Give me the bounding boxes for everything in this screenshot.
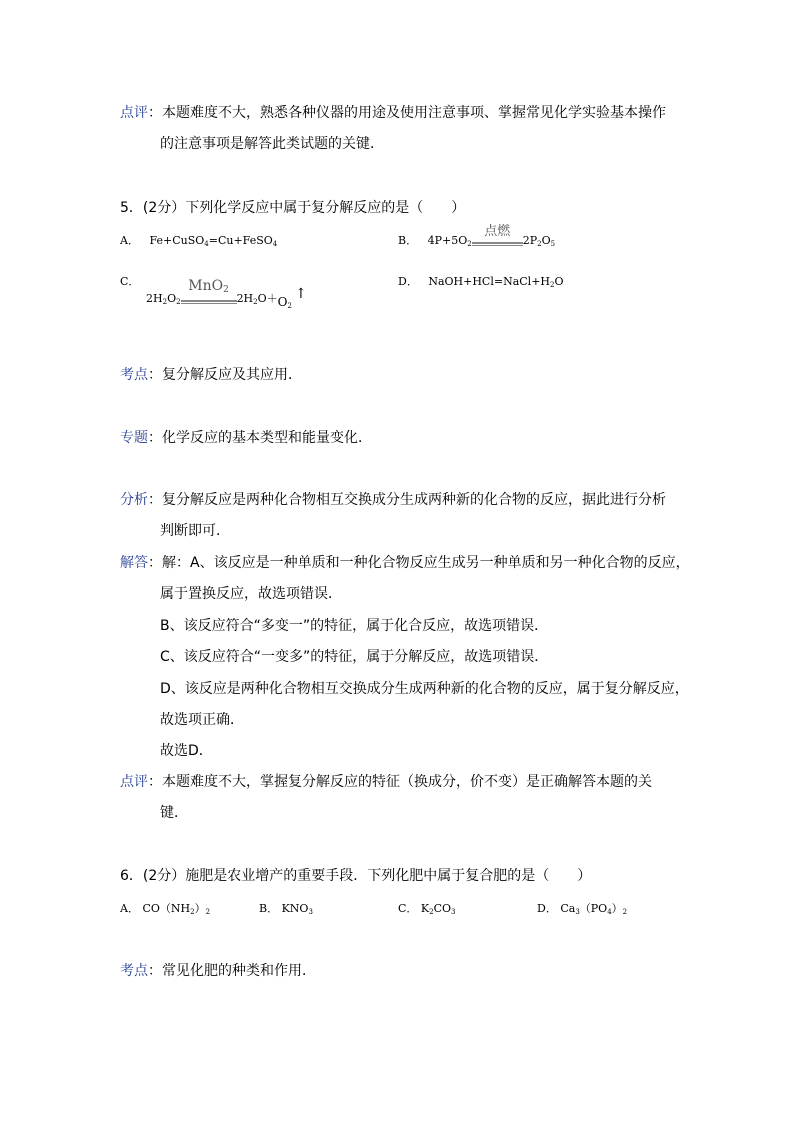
q6-option-c: C． $K_2CO_3$: [398, 902, 456, 916]
review-line-2: 的注意事项是解答此类试题的关键．: [160, 136, 384, 152]
review2-line-2: 键．: [160, 805, 188, 821]
analysis-line-1: 分析：复分解反应是两种化合物相互交换成分生成两种新的化合物的反应，据此进行分析: [120, 492, 666, 508]
answer-line-7: 故选D．: [160, 743, 213, 759]
answer-line-6: 故选项正确．: [160, 712, 244, 728]
gas-arrow-icon: ↑: [294, 286, 307, 302]
q5-option-c: $2H_2O_2$ MnO$_2$ $2H_2O+O_2↑$: [146, 278, 307, 310]
key-point-2: 考点：常见化肥的种类和作用．: [120, 963, 316, 979]
condition-label: 点燃: [484, 224, 511, 239]
question-6-title: 6．(2分）施肥是农业增产的重要手段．下列化肥中属于复合肥的是（ ）: [120, 868, 592, 884]
answer-line-4: C、该反应符合“一变多”的特征，属于分解反应，故选项错误．: [160, 649, 549, 665]
q6-option-a: A． $CO(NH_2)_2$: [120, 902, 211, 916]
q6-option-d: D． $Ca_3(PO_4)_2$: [537, 902, 628, 916]
q5-option-b: B． $4P+5O_2$ 点燃 $2P_2O_5$: [398, 224, 556, 248]
review-line-1: 点评：本题难度不大，熟悉各种仪器的用途及使用注意事项、掌握常见化学实验基本操作: [120, 105, 666, 121]
review-label: 点评: [120, 105, 148, 121]
topic: 专题：化学反应的基本类型和能量变化．: [120, 430, 372, 446]
q5-option-a: A． Fe+CuSO$_4$=Cu+FeSO$_4$: [120, 234, 278, 248]
q5-option-c-letter: C．: [120, 275, 140, 288]
q6-option-b: B． $KNO_3$: [259, 902, 313, 916]
review2-line-1: 点评：本题难度不大，掌握复分解反应的特征（换成分，价不变）是正确解答本题的关: [120, 774, 652, 790]
answer-line-5: D、该反应是两种化合物相互交换成分生成两种新的化合物的反应，属于复分解反应，: [160, 681, 689, 697]
catalyst-label: MnO$_2$: [188, 278, 229, 295]
q5-option-d: D． $NaOH+HCl=NaCl+H_2O$: [398, 275, 564, 289]
question-5-title: 5．(2分）下列化学反应中属于复分解反应的是（ ）: [120, 200, 466, 216]
answer-line-1: 解答：解：A、该反应是一种单质和一种化合物反应生成另一种单质和另一种化合物的反应，: [120, 555, 690, 571]
key-point: 考点：复分解反应及其应用．: [120, 367, 302, 383]
answer-line-3: B、该反应符合“多变一”的特征，属于化合反应，故选项错误．: [160, 618, 549, 634]
answer-line-2: 属于置换反应，故选项错误．: [160, 586, 342, 602]
analysis-line-2: 判断即可．: [160, 523, 230, 539]
